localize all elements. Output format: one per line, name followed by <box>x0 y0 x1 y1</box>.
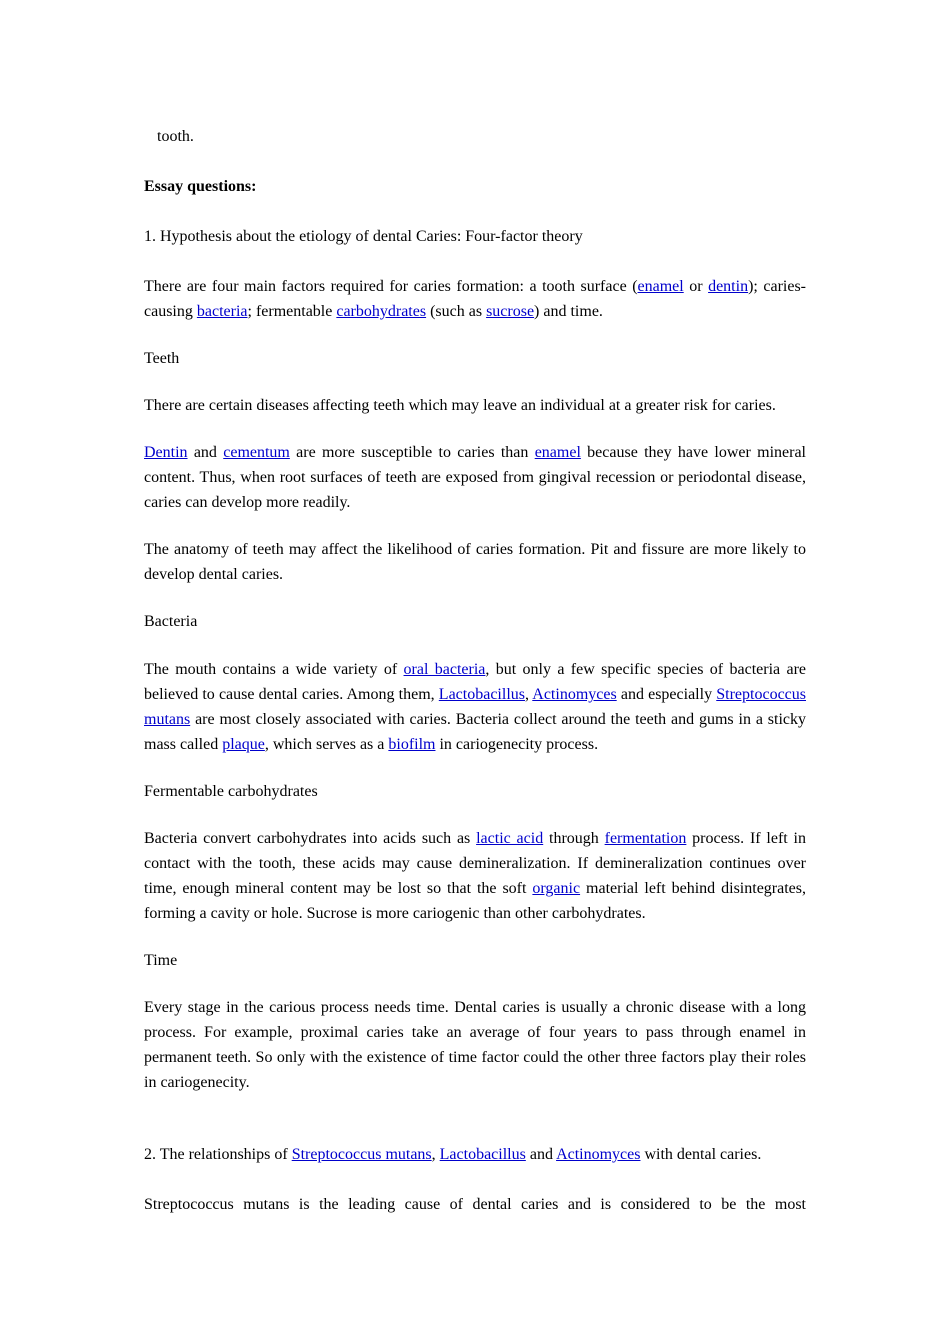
link-carbohydrates[interactable]: carbohydrates <box>336 303 427 320</box>
link-lactic-acid[interactable]: lactic acid <box>476 830 544 847</box>
teeth-heading: Teeth <box>144 350 180 367</box>
question-2-paragraph-1: Streptococcus mutans is the leading cause of dental caries and is considered to be the most <box>144 1196 806 1213</box>
link-dentin[interactable]: dentin <box>708 278 749 295</box>
link-actinomyces[interactable]: Actinomyces <box>556 1146 641 1163</box>
link-actinomyces[interactable]: Actinomyces <box>532 686 617 703</box>
text: and <box>187 444 224 461</box>
time-heading: Time <box>144 952 178 969</box>
link-plaque[interactable]: plaque <box>222 736 265 753</box>
text: or <box>683 278 709 295</box>
link-oral-bacteria[interactable]: oral bacteria <box>403 661 486 678</box>
essay-questions-heading: Essay questions: <box>144 178 257 195</box>
text: , which serves as a <box>264 736 389 753</box>
link-streptococcus-mutans[interactable]: Streptococcus mutans <box>144 686 806 728</box>
text: Bacteria convert carbohydrates into acids such as <box>144 830 477 847</box>
teeth-paragraph-1: There are certain diseases affecting teeth which may leave an individual at a greater risk for caries. <box>144 397 776 414</box>
fermentable-carbohydrates-heading: Fermentable carbohydrates <box>144 783 318 800</box>
text: with dental caries. <box>640 1146 762 1163</box>
text: and especially <box>616 686 717 703</box>
question-1-title: 1. Hypothesis about the etiology of dental Caries: Four-factor theory <box>144 228 583 245</box>
text: ); caries-causing <box>144 278 806 320</box>
text: , <box>524 686 533 703</box>
text: material left behind disintegrates, forming a cavity or hole. Sucrose is more cariogenic than other carbohydrates. <box>144 880 806 922</box>
link-enamel[interactable]: enamel <box>534 444 581 461</box>
link-fermentation[interactable]: fermentation <box>604 830 687 847</box>
link-lactobacillus[interactable]: Lactobacillus <box>438 686 525 703</box>
teeth-paragraph-2 <box>144 440 806 515</box>
four-factor-intro-paragraph <box>144 274 806 324</box>
link-biofilm[interactable]: biofilm <box>388 736 436 753</box>
text: through <box>543 830 605 847</box>
fermentable-carbohydrates-paragraph <box>144 826 806 926</box>
link-organic[interactable]: organic <box>532 880 581 897</box>
bacteria-paragraph <box>144 657 806 757</box>
link-bacteria[interactable]: bacteria <box>196 303 248 320</box>
text: are more susceptible to caries than <box>289 444 535 461</box>
text: ) and time. <box>534 303 603 320</box>
text: , but only a few specific species of bacteria are believed to cause dental caries. Among them, <box>144 661 806 703</box>
link-enamel[interactable]: enamel <box>637 278 684 295</box>
text: , <box>431 1146 440 1163</box>
text: ; fermentable <box>247 303 337 320</box>
fragment-tooth: tooth. <box>157 128 194 145</box>
question-2-title <box>144 1142 806 1167</box>
text: process. If left in contact with the tooth, these acids may cause demineralization. If demineralization continues over time, enough mineral content may be lost so that the soft <box>144 830 807 897</box>
teeth-paragraph-3: The anatomy of teeth may affect the likelihood of caries formation. Pit and fissure are more likely to develop dental caries. <box>144 541 806 583</box>
text: because they have lower mineral content. Thus, when root surfaces of teeth are exposed from gingival recession or periodontal disease, caries can develop more readily. <box>144 444 807 511</box>
link-sucrose[interactable]: sucrose <box>486 303 535 320</box>
link-streptococcus-mutans[interactable]: Streptococcus mutans <box>291 1146 432 1163</box>
text: are most closely associated with caries. Bacteria collect around the teeth and gums in a sticky mass called <box>144 711 806 753</box>
text: 2. The relationships of <box>144 1146 292 1163</box>
text: in cariogenecity process. <box>435 736 599 753</box>
text: (such as <box>426 303 487 320</box>
link-lactobacillus[interactable]: Lactobacillus <box>439 1146 526 1163</box>
time-paragraph: Every stage in the carious process needs time. Dental caries is usually a chronic disease with a long process. For example, proximal caries take an average of four years to pass through enamel in permanent teeth. So only with the existence of time factor could the other three factors play their roles in cariogenecity. <box>144 999 806 1091</box>
text: The mouth contains a wide variety of <box>144 661 404 678</box>
link-dentin[interactable]: Dentin <box>144 444 188 461</box>
bacteria-heading: Bacteria <box>144 613 198 630</box>
link-cementum[interactable]: cementum <box>223 444 290 461</box>
text: and <box>525 1146 557 1163</box>
text: There are four main factors required for caries formation: a tooth surface ( <box>144 278 638 295</box>
